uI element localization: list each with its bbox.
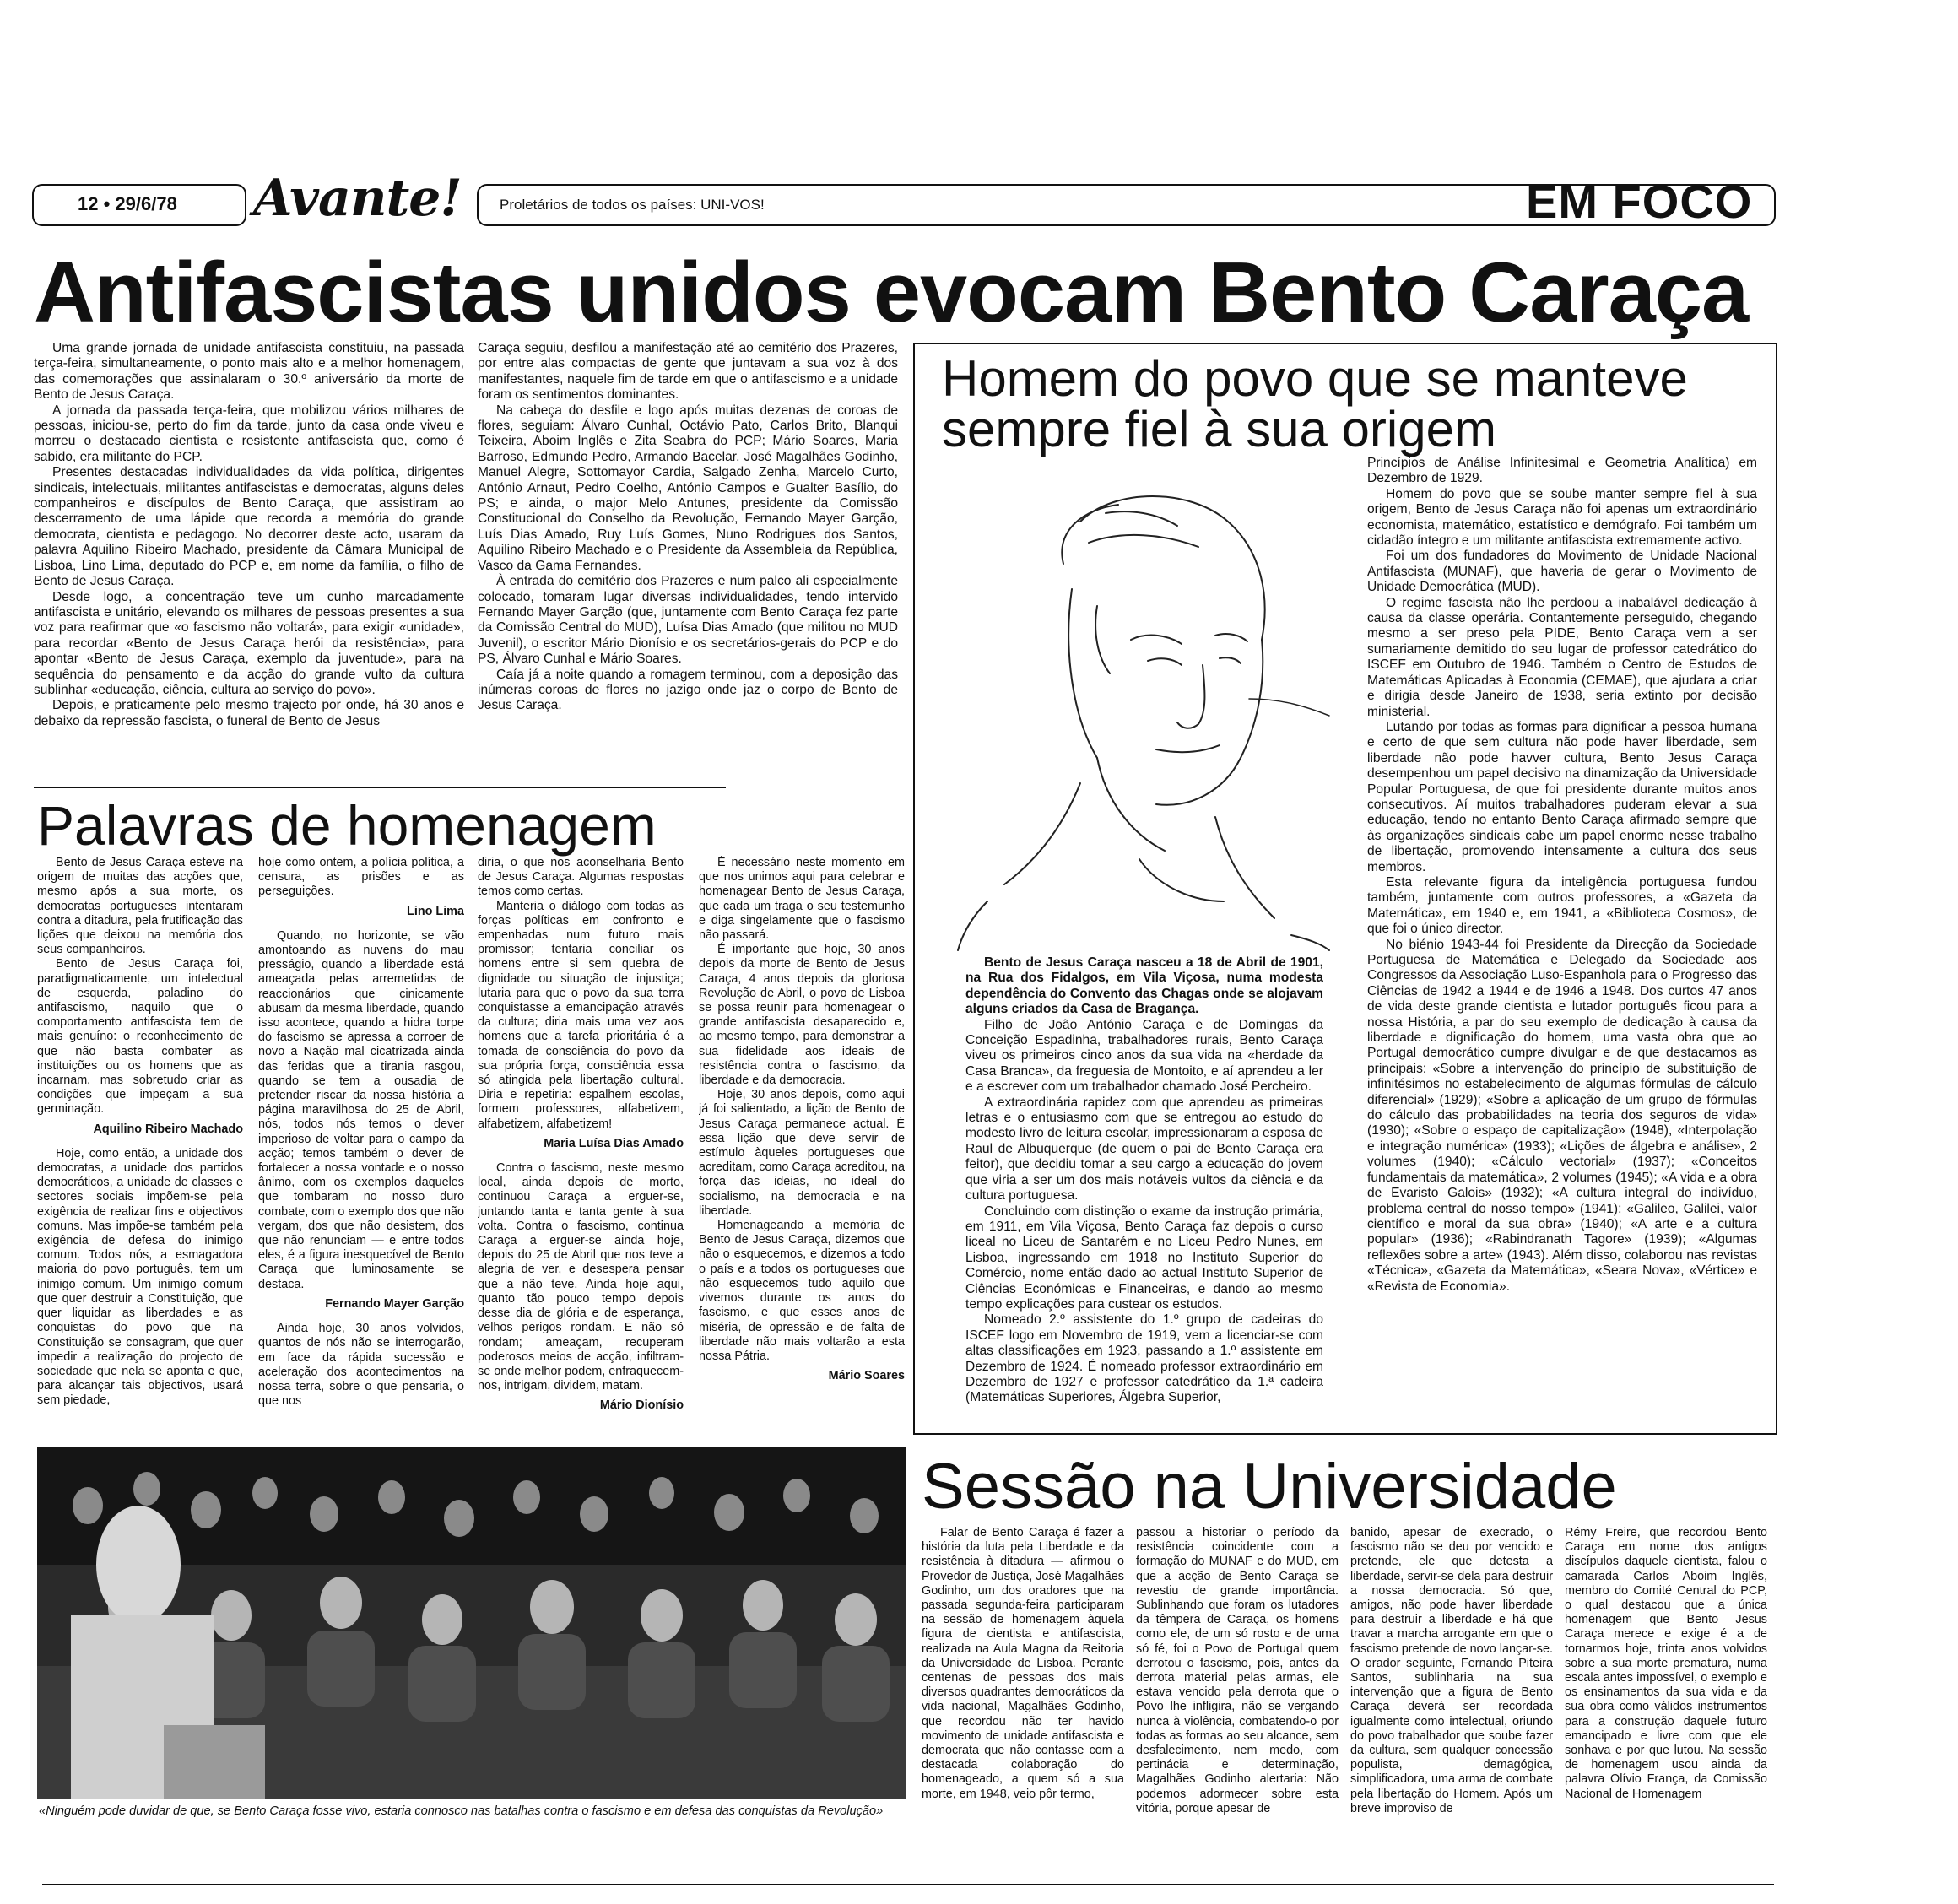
homem-paragraph: Lutando por todas as formas para dignificar a pessoa humana e certo de que sem cultura não pode haver liberdade, sem liberdade não pode havver cultura, Bento Jesus Caraça desempenhou um papel decisivo na dinamização da Universidade Popular Portuguesa, de que foi presidente durante muitos anos consecutivos. Aí muitos trabalhadores puderam elevar a sua educação, tendo no entanto Bento Caraça afirmado sempre que às organizações sindicais cabe um papel enorme nesse trabalho de libertação, promovendo intensamente a cultura dos seus membros. (1367, 719, 1757, 874)
palavras-rule (34, 787, 726, 788)
homem-paragraph: Concluindo com distinção o exame da instrução primária, em 1911, em Vila Viçosa, Bento Caraça faz depois o curso liceal no Liceu de Santarém e no Liceu Pedro Nunes, em Lisboa, ingressando em 1918 no Instituto Superior do Comércio, nome então dado ao actual Instituto Superior de Ciências Económicas e Financeiras, e dando ao mesmo tempo explicações para custear os estudos. (965, 1204, 1323, 1312)
tribute-paragraph: É importante que hoje, 30 anos depois da morte de Bento de Jesus Caraça, 4 anos depois da gloriosa Revolução de Abril, o povo de Lisboa se possa reunir para homenagear o grande antifascista desaparecido e, ao mesmo tempo, para demonstrar a sua fidelidade aos ideais de resistência contra o fascismo, da liberdade e da democracia. (699, 943, 905, 1088)
slogan: Proletários de todos os países: UNI-VOS! (500, 197, 765, 213)
homem-paragraph: Foi um dos fundadores do Movimento de Unidade Nacional Antifascista (MUNAF), que haveria de gerar o Movimento de Unidade Democrática (MUD). (1367, 549, 1757, 595)
lead-paragraph: À entrada do cemitério dos Prazeres e num palco ali especialmente colocado, tomaram lugar diversas individualidades, tendo intervido Fernando Mayer Garção (que, juntamente com Bento Caraça fez parte da Comissão Central do MUD), Luísa Dias Amado (que militou no MUD Juvenil), o escritor Mário Dionísio e os secretários-gerais do PCP e do PS, Álvaro Cunhal e Mário Soares. (478, 574, 898, 667)
homem-title-line-1: Homem do povo que se manteve (942, 350, 1688, 407)
homem-right-column (1367, 456, 1757, 1428)
homem-paragraph: Nomeado 2.º assistente do 1.º grupo de cadeiras do ISCEF logo em Novembro de 1919, vem a licenciar-se com altas classificações em 1923, passando a 1.º assistente em Dezembro de 1924. É nomeado professor extraordinário em Dezembro de 1927 e professor catedrático da 1.ª cadeira (Matemáticas Superiores, Álgebra Superior, (965, 1312, 1323, 1405)
homem-biography-column (965, 955, 1323, 1428)
tribute-paragraph: Manteria o diálogo com todas as forças políticas em confronto e empenhadas num futuro mais promissor; tentaria conciliar os homens entre si sem quebra de dignidade ou situação de injustiça; lutaria para que o povo da sua terra conquistasse a emancipação através da cultura; diria mais uma vez aos homens que a tarefa prioritária é a tomada de consciência do povo da sua própria força, consciência essa só atingida pela libertação cultural. Diria e repetiria: espalhem escolas, formem professores, alfabetizem, alfabetizem, alfabetizem! (478, 899, 684, 1131)
lead-paragraph: Depois, e praticamente pelo mesmo trajecto por onde, há 30 anos e debaixo da repressão fascista, o funeral de Bento de Jesus (34, 698, 464, 728)
tribute-paragraph: Homenageando a memória de Bento de Jesus Caraça, dizemos que não o esquecemos, e dizemos a todo o país e a todos os portugueses que não esquecemos tudo aquilo que vivemos durante os anos do fascismo, e que esses anos de miséria, de opressão e de falta de liberdade não mais voltarão a esta nossa Pátria. (699, 1219, 905, 1363)
tribute-paragraph: Bento de Jesus Caraça foi, paradigmaticamente, um intelectual de esquerda, paladino do antifascismo, naquilo que o comportamento antifascista tem de mais genuíno: o reconhecimento de que não basta combater as instituições ou os homens que as incarnam, mas sobretudo criar as condições que impeçam a sua germinação. (37, 957, 243, 1117)
tribute-paragraph: Contra o fascismo, neste mesmo local, ainda depois de morto, continuou Caraça a erguer-se, juntando tanta e tanta gente à sua volta. Contra o fascismo, continua Caraça a erguer-se ainda hoje, depois do 25 de Abril que nos teve a alegria de ver, e desespera pensar que a não teve. Ainda hoje aqui, quanto tão pouco tempo depois desse dia de glória e de esperança, velhos perigos rondam. E não só rondam; ameaçam, recuperam poderosos meios de acção, infiltram-se onde melhor podem, enfraquecem-nos, intrigam, dividem, matam. (478, 1161, 684, 1393)
sessao-title: Sessão na Universidade (922, 1451, 1617, 1523)
tribute-signature: Maria Luísa Dias Amado (544, 1136, 684, 1150)
lead-paragraph: Na cabeça do desfile e logo após muitas dezenas de coroas de flores, seguiam: Álvaro Cunhal, Octávio Pato, Carlos Brito, Blanqui Teixeira, Aboim Inglês e Zita Seabra do PCP; Mário Soares, Maria Barroso, Edmundo Pedro, Armando Bacelar, José Magalhães Godinho, Manuel Alegre, Sottomayor Cardia, Salgado Zenha, Marcelo Curto, António Arnaut, Pedro Coelho, António Campos e Gualter Basílio, do PS; e ainda, o major Melo Antunes, presidente da Comissão Constitucional do Conselho da Revolução, Fernando Mayer Garção, Luís Dias Amado, Ruy Luís Gomes, Nuno Rodrigues dos Santos, Aquilino Ribeiro Machado e o Presidente da Assembleia da República, Vasco da Gama Fernandes. (478, 403, 898, 573)
tribute-signature: Lino Lima (407, 904, 464, 918)
photo-caption: «Ninguém pode duvidar de que, se Bento Caraça fosse vivo, estaria connosco nas batalhas contra o fascismo e em defesa das conquistas da Revolução» (39, 1804, 884, 1818)
palavras-column-2 (258, 856, 464, 1430)
sessao-column-2 (1136, 1526, 1339, 1875)
homem-paragraph: O regime fascista não lhe perdoou a inabalável dedicação à causa da classe operária. Contantemente perseguido, chegando mesmo a ser preso pela PIDE, Bento Caraça vem a ser sumariamente demitido do seu lugar de professor catedrático do ISCEF em Outubro de 1946. Também o Centro de Estudos de Matemáticas Aplicadas à Economia (CEMAE), que ajudara a criar e dirigia desde Janeiro de 1938, seria extinto por decisão ministerial. (1367, 595, 1757, 719)
homem-paragraph: Esta relevante figura da inteligência portuguesa fundou também, juntamente com outros professores, a «Gazeta da Matemática», em 1940 e, em 1941, a «Biblioteca Cosmos», de que foi o único director. (1367, 874, 1757, 937)
lead-paragraph: Presentes destacadas individualidades da vida política, dirigentes sindicais, intelectuais, militantes antifascistas e democratas, alguns deles companheiros e discípulos de Bento Caraça, que assistiram ao descerramento de uma lápide que recorda a memória do grande democrata, cientista e pedagogo. No decorrer deste acto, usaram da palavra Aquilino Ribeiro Machado, presidente da Câmara Municipal de Lisboa, Lino Lima, deputado do PCP e, em nome da família, o filho de Bento de Jesus Caraça. (34, 465, 464, 589)
bottom-rule (42, 1884, 1774, 1885)
tribute-signature: Aquilino Ribeiro Machado (93, 1122, 243, 1136)
homem-title-line-2: sempre fiel à sua origem (942, 401, 1496, 457)
lead-paragraph: Uma grande jornada de unidade antifascista constituiu, na passada terça-feira, simultaneamente, o ponto mais alto e a melhor homenagem, das comemorações que assinalaram o 30.º aniversário da morte de Bento de Jesus Caraça. (34, 341, 464, 403)
lead-paragraph: A jornada da passada terça-feira, que mobilizou vários milhares de pessoas, iniciou-se, perto do fim da tarde, junto da casa onde viveu e morreu o destacado cientista e resistente antifascista que, como é sabido, era militante do PCP. (34, 403, 464, 464)
tribute-paragraph: Bento de Jesus Caraça esteve na origem de muitas das acções que, mesmo após a sua morte, os democratas portugueses intentaram contra a ditadura, pela frutificação das lições que deixou na memória dos seus companheiros. (37, 856, 243, 957)
tribute-paragraph: Hoje, como então, a unidade dos democratas, a unidade dos partidos democráticos, a unidade de classes e sectores sociais impõem-se pela exigência de realizar fins e objectivos comuns. Mas impõe-se também pela exigência de defesa do inimigo comum. Todos nós, a esmagadora maioria do povo português, tem um inimigo comum. Um inimigo comum que quer destruir a Constituição, que quer liquidar as liberdades e as conquistas do povo que na Constituição se consagram, que quer impedir a realização do projecto de sociedade que nela se aponta e que, para alcançar tais objectivos, usará sem piedade, (37, 1146, 243, 1408)
homem-paragraph: A extraordinária rapidez com que aprendeu as primeiras letras e o entusiasmo com que se entregou ao estudo do modesto livro de leitura escolar, impressionaram a esposa de Raul de Albuquerque (de quem o pai de Bento Caraça era feitor), que decidiu tomar a seu cargo a educação do jovem que viria a ser um dos mais notáveis vultos da ciência e da cultura portuguesa. (965, 1095, 1323, 1204)
crowd-photo-icon (37, 1447, 906, 1799)
homem-paragraph: Bento de Jesus Caraça nasceu a 18 de Abril de 1901, na Rua dos Fidalgos, em Vila Viçosa, numa modesta dependência do Convento das Chagas onde se alojavam alguns criados da Casa de Bragança. (965, 955, 1323, 1017)
sessao-column-1 (922, 1526, 1124, 1875)
main-headline: Antifascistas unidos evocam Bento Caraça (34, 246, 1749, 340)
lead-paragraph: Caía já a noite quando a romagem terminou, com a deposição das inúmeras coroas de flores no jazigo onde jaz o corpo de Bento de Jesus Caraça. (478, 667, 898, 713)
lead-paragraph: Caraça seguiu, desfilou a manifestação até ao cemitério dos Prazeres, por entre alas compactas de gente que juntavam a sua voz à dos manifestantes, naquele fim de tarde em que o antifascismo e a unidade foram os sentimentos dominantes. (478, 341, 898, 403)
homem-paragraph: No biénio 1943-44 foi Presidente da Direcção da Sociedade Portuguesa de Matemática e Delegado da Sociedade aos Congressos da Associação Luso-Espanhola para o Progresso das Ciências de 1942 a 1944 e de 1946 a 1948. Dos curtos 47 anos de vida deste grande cientista e lutador português ficou para a nossa História, a par do seu exemplo de dedicação à causa da liberdade e dignificação do homem, uma vasta obra que ao Portugal democrático cumpre divulgar e de que destacamos as principais: «Sobre a intervenção do princípio de substituição de infinitésimos no estabelecimento de algumas fórmulas de cálculo diferencial» (1929); «Sobre a aplicação de um grupo de fórmulas do cálculo das probabilidades na teoria dos seguros de vida» (1930); «Sobre o espaço de capitalização» (1948), «Interpolação e integração numérica» (1933); «Lições de álgebra e análise», 2 volumes (1940); «Cálculo vectorial» (1937); «Conceitos fundamentais da matemática», 2 volumes (1945); «A vida e a obra de Evaristo Galois» (1932); «A cultura integral do indivíduo, problema central do nosso tempo» (1941); «Galileo, Galilei, valor científico e moral da sua obra» (1940); «A arte e a cultura popular» (1936); «Rabindranath Tagore» (1939); «Algumas reflexões sobre a arte» (1943). Além disso, colaborou nas revistas «Técnica», «Gazeta da Matemática», «Seara Nova», «Vértice» e «Revista de Economia». (1367, 937, 1757, 1294)
tribute-signature: Fernando Mayer Garção (325, 1296, 464, 1311)
lead-column-2 (478, 341, 898, 771)
palavras-column-1 (37, 856, 243, 1430)
sessao-column-4 (1565, 1526, 1767, 1875)
portrait-sketch-icon (937, 462, 1333, 952)
tribute-paragraph: Hoje, 30 anos depois, como aqui já foi salientado, a lição de Bento de Jesus Caraça permanece actual. É essa lição que deve servir de estímulo àqueles portugueses que acreditam, como Caraça acreditou, na força das ideias, no ideal do socialismo, na democracia e na liberdade. (699, 1088, 905, 1218)
tribute-paragraph: hoje como ontem, a polícia política, a censura, as prisões e as perseguições. (258, 856, 464, 899)
palavras-column-3 (478, 856, 684, 1430)
tribute-paragraph: Quando, no horizonte, se vão amontoando as nuvens do mau presságio, quando a liberdade está ameaçada pelas arremetidas de reaccionários que cinicamente abusam da mesma liberdade, quando isso acontece, quando a hidra torpe do fascismo se apressa a corroer de novo a Nação mal cicatrizada ainda das feridas que a tirania rasgou, quando se tem a ousadia de pretender riscar da nossa história a página maravilhosa do 25 de Abril, nós, todos nós temos o dever imperioso de voltar para o campo da acção; temos também o dever de fortalecer a nossa vontade e o nosso ânimo, com os exemplos daqueles que tombaram no nosso duro combate, com o exemplo dos que não vergam, dos que não desistem, dos que não renunciam — e entre todos eles, é a figura inesquecível de Bento Caraça que luminosamente se destaca. (258, 928, 464, 1291)
sessao-paragraph: Falar de Bento Caraça é fazer a história da luta pela Liberdade e da resistência à ditadura — afirmou o Provedor de Justiça, José Magalhães Godinho, um dos oradores que na passada segunda-feira participaram na sessão de homenagem àquela figura de cientista e antifascista, realizada na Aula Magna da Reitoria da Universidade de Lisboa. Perante centenas de pessoas dos mais diversos quadrantes democráticos da vida nacional, Magalhães Godinho, que recordou não ter havido movimento de unidade antifascista e democrata que não contasse com a destacada colaboração do homenageado, a quem só a sua morte, em 1948, veio pôr termo, (922, 1526, 1124, 1801)
page-date: 12 • 29/6/78 (78, 193, 177, 214)
sessao-paragraph: passou a historiar o período da resistência coincidente com a formação do MUNAF e do MUD, em que a acção de Bento Caraça se revestiu de grande importância. Sublinhando que foram os lutadores da têmpera de Caraça, os homens como ele, de um só rosto e de uma só fé, foi o Povo de Portugal quem derrotou o fascismo, pois, antes da derrota material pelas armas, ele estava vencido pela derrota que o Povo lhe infligira, não se vergando nunca à violência, combatendo-o por todas as formas ao seu alcance, sem desfalecimento, nem medo, com pertinácia e determinação, Magalhães Godinho alertaria: Não podemos adormecer sobre esta vitória, porque apesar de (1136, 1526, 1339, 1815)
homem-paragraph: Filho de João António Caraça e de Domingas da Conceição Espadinha, trabalhadores rurais, Bento Caraça viveu os primeiros cinco anos da sua vida na «herdade da Casa Branca», da freguesia de Montoito, e aí aprendeu a ler e a escrever com um trabalhador chamado José Percheiro. (965, 1017, 1323, 1095)
sessao-paragraph: banido, apesar de execrado, o fascismo não se deu por vencido e pretende, ele que detesta a liberdade, servir-se dela para destruir a nossa democracia. Só que, amigos, não pode haver liberdade para destruir a liberdade e há que travar a marcha arrogante em que o fascismo pretende de novo lançar-se. O orador seguinte, Fernando Piteira Santos, sublinharia na sua intervenção que a figura de Bento Caraça deverá ser recordada igualmente como intelectual, oriundo do povo trabalhador que soube fazer da cultura, sem qualquer concessão populista, demagógica, simplificadora, uma arma de combate pela libertação do Homem. Após um breve improviso de (1350, 1526, 1553, 1815)
sessao-paragraph: Rémy Freire, que recordou Bento Caraça em nome dos antigos discípulos daquele cientista, falou o camarada Carlos Aboim Inglês, membro do Comité Central do PCP, o qual destacou que a única homenagem que Bento Jesus Caraça merece e exige é a de tornarmos hoje, trinta anos volvidos sobre a sua morte prematura, numa escala antes impossível, o exemplo e os ensinamentos da sua vida e da sua obra como válidos instrumentos para a construção daquele futuro emancipado e livre com que ele sonhava e por que lutou. Na sessão de homenagem usou ainda da palavra Olívio França, da Comissão Nacional de Homenagem (1565, 1526, 1767, 1801)
tribute-signature: Mário Soares (828, 1369, 905, 1383)
homem-paragraph: Princípios de Análise Infinitesimal e Geometria Analítica) em Dezembro de 1929. (1367, 456, 1757, 486)
newspaper-logo: Avante! (253, 169, 462, 228)
tribute-paragraph: Ainda hoje, 30 anos volvidos, quantos de nós não se interrogarão, em face da rápida sucessão e aceleração dos acontecimentos na nossa terra, sobre o que pensaria, o que nos (258, 1322, 464, 1409)
homem-paragraph: Homem do povo que se soube manter sempre fiel à sua origem, Bento de Jesus Caraça não foi apenas um extraordinário economista, matemático, estatístico e demógrafo. Foi também um cidadão íntegro e um militante antifascista extremamente activo. (1367, 486, 1757, 549)
tribute-signature: Mário Dionísio (599, 1398, 684, 1413)
tribute-paragraph: É necessário neste momento em que nos unimos aqui para celebrar e homenagear Bento de Jesus Caraça, que cada um traga o seu testemunho e diga singelamente que o fascismo não passará. (699, 856, 905, 943)
sessao-column-3 (1350, 1526, 1553, 1875)
palavras-title: Palavras de homenagem (37, 794, 657, 857)
lead-paragraph: Desde logo, a concentração teve um cunho marcadamente antifascista e unitário, elevando os milhares de pessoas presentes a sua voz para reafirmar que «o fascismo não voltará», para exigir «unidade», para recordar «Bento de Jesus Caraça herói da resistência», para apontar «Bento de Jesus Caraça, exemplo da juventude», para na sequência do pensamento e da acção do grande vulto da cultura sublinhar «educação, ciência, cultura ao serviço do povo». (34, 589, 464, 697)
tribute-paragraph: diria, o que nos aconselharia Bento de Jesus Caraça. Algumas respostas temos como certas. (478, 856, 684, 899)
lead-column-1 (34, 341, 464, 771)
palavras-column-4 (699, 856, 905, 1430)
section-label: EM FOCO (1526, 175, 1753, 228)
